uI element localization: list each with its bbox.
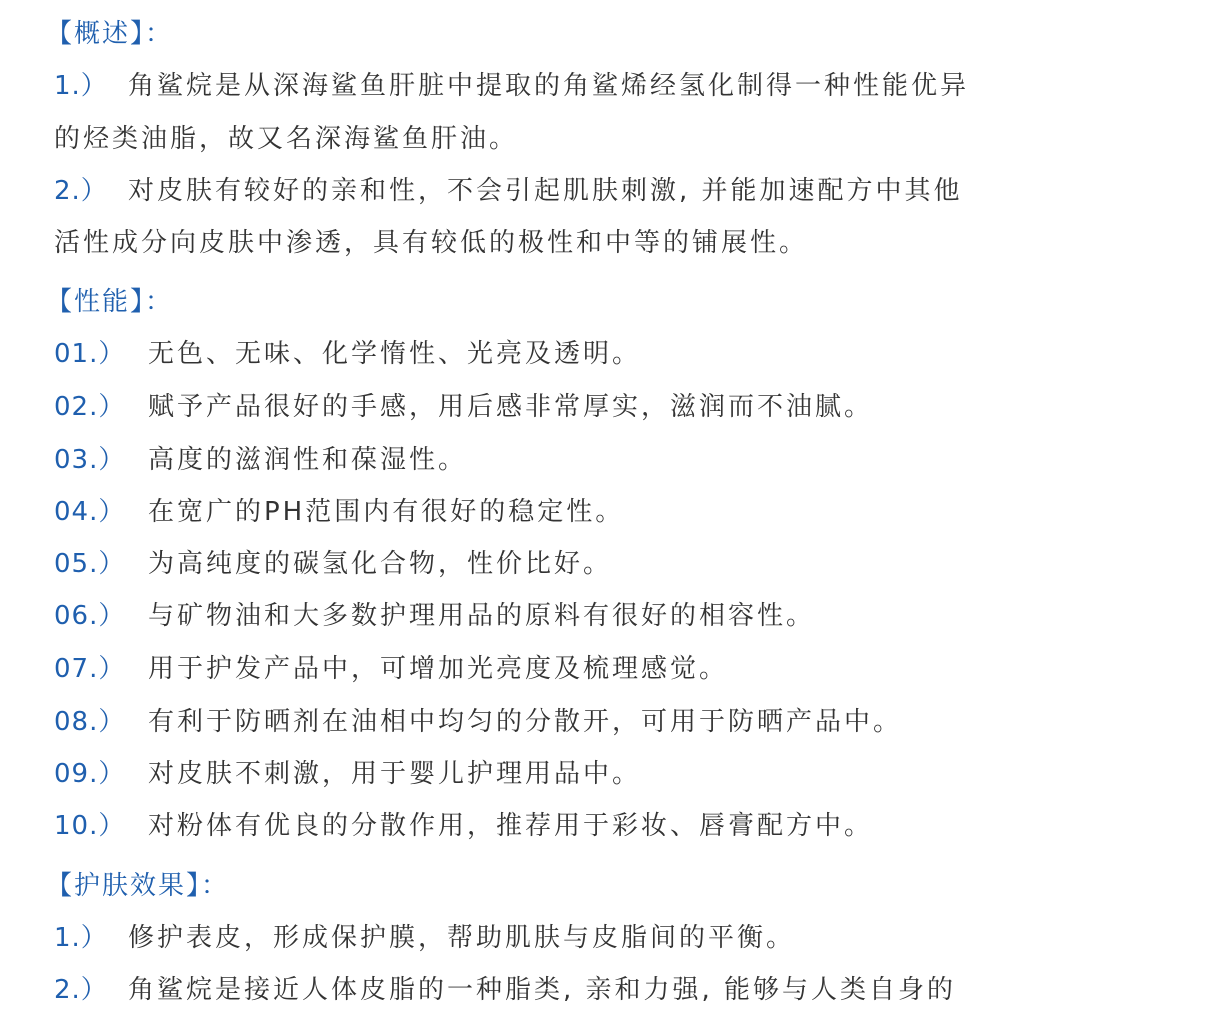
item-number: 05.） xyxy=(54,549,126,579)
performance-item-03 xyxy=(54,447,467,473)
item-number: 02.） xyxy=(54,392,126,422)
item-text: 对皮肤不刺激，用于婴儿护理用品中。 xyxy=(148,759,642,789)
item-number: 09.） xyxy=(54,759,126,789)
item-text: 高度的滋润性和葆湿性。 xyxy=(148,445,468,475)
performance-item-07 xyxy=(54,656,728,682)
item-number: 2.） xyxy=(54,176,108,206)
overview-item-1 xyxy=(54,73,969,99)
overview-item-2-continued xyxy=(54,230,808,256)
item-text: 赋予产品很好的手感，用后感非常厚实，滋润而不油腻。 xyxy=(148,392,874,422)
overview-item-1-continued xyxy=(54,126,518,152)
item-text: 用于护发产品中，可增加光亮度及梳理感觉。 xyxy=(148,654,729,684)
section-heading-overview: 【概述】： xyxy=(46,19,174,49)
item-text-continued: 活性成分向皮肤中渗透，具有较低的极性和中等的铺展性。 xyxy=(54,228,809,258)
performance-item-09 xyxy=(54,761,641,787)
item-number: 2.） xyxy=(54,975,108,1005)
item-number: 01.） xyxy=(54,339,126,369)
item-text: 对皮肤有较好的亲和性，不会引起肌肤刺激, 并能加速配方中其他 xyxy=(128,176,963,206)
performance-item-02 xyxy=(54,394,873,420)
performance-item-06 xyxy=(54,603,815,629)
item-number: 08.） xyxy=(54,707,126,737)
item-text: 在宽广的PH范围内有很好的稳定性。 xyxy=(148,497,625,527)
item-text-continued: 的烃类油脂，故又名深海鲨鱼肝油。 xyxy=(54,124,519,154)
performance-item-08 xyxy=(54,709,902,735)
item-text: 修护表皮，形成保护膜，帮助肌肤与皮脂间的平衡。 xyxy=(128,923,796,953)
item-text: 与矿物油和大多数护理用品的原料有很好的相容性。 xyxy=(148,601,816,631)
item-text: 无色、无味、化学惰性、光亮及透明。 xyxy=(148,339,642,369)
item-number: 06.） xyxy=(54,601,126,631)
item-number: 10.） xyxy=(54,811,126,841)
item-text: 角鲨烷是接近人体皮脂的一种脂类, 亲和力强, 能够与人类自身的 xyxy=(128,975,957,1005)
item-number: 1.） xyxy=(54,71,108,101)
performance-item-04 xyxy=(54,499,624,525)
skincare-item-1 xyxy=(54,925,795,951)
item-text: 有利于防晒剂在油相中均匀的分散开，可用于防晒产品中。 xyxy=(148,707,903,737)
item-number: 07.） xyxy=(54,654,126,684)
section-heading-performance: 【性能】： xyxy=(46,287,174,317)
skincare-item-2 xyxy=(54,977,956,1003)
section-heading-skincare: 【护肤效果】： xyxy=(46,871,230,901)
item-text: 对粉体有优良的分散作用，推荐用于彩妆、唇膏配方中。 xyxy=(148,811,874,841)
performance-item-01 xyxy=(54,341,641,367)
item-text: 为高纯度的碳氢化合物，性价比好。 xyxy=(148,549,613,579)
item-number: 1.） xyxy=(54,923,108,953)
item-number: 03.） xyxy=(54,445,126,475)
performance-item-05 xyxy=(54,551,612,577)
item-text: 角鲨烷是从深海鲨鱼肝脏中提取的角鲨烯经氢化制得一种性能优异 xyxy=(128,71,970,101)
item-number: 04.） xyxy=(54,497,126,527)
performance-item-10 xyxy=(54,813,873,839)
overview-item-2 xyxy=(54,178,963,204)
